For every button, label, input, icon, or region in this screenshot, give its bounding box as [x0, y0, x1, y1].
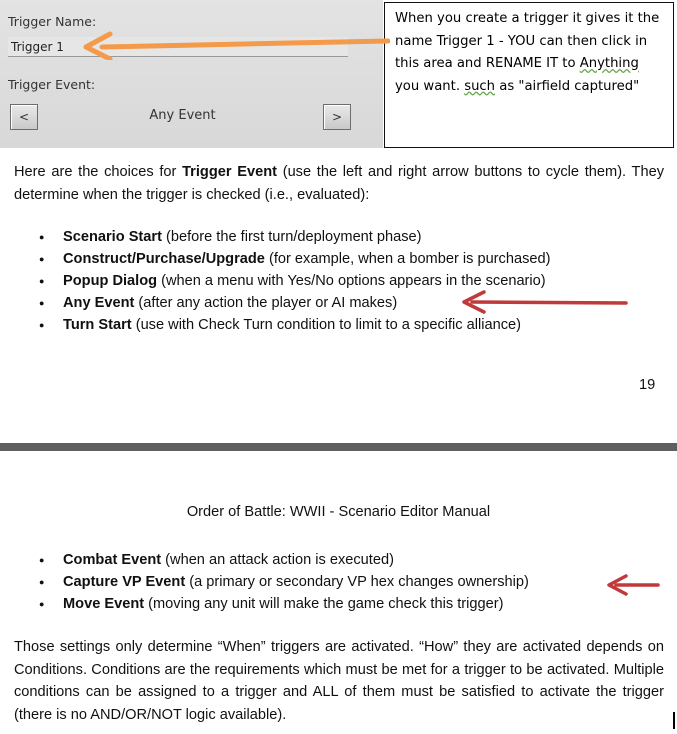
event-name: Any Event [63, 295, 135, 311]
list-item [14, 571, 529, 593]
intro-bold-term: Trigger Event [182, 164, 277, 180]
callout-text: as "airfield captured" [495, 78, 640, 94]
red-arrow-icon [458, 289, 630, 315]
red-arrow-icon [604, 573, 662, 597]
event-desc: (when an attack action is executed) [161, 552, 394, 568]
event-name: Construct/Purchase/Upgrade [63, 251, 265, 267]
event-desc: (before the first turn/deployment phase) [161, 229, 422, 245]
callout-line [395, 76, 667, 99]
event-desc: (moving any unit will make the game check this trigger) [144, 596, 504, 612]
spellcheck-word: Anything [579, 56, 639, 71]
text-cursor [673, 712, 675, 729]
trigger-name-label: Trigger Name: [8, 14, 97, 29]
page-divider [0, 443, 677, 451]
page-number: 19 [639, 377, 656, 393]
list-item [14, 314, 550, 336]
orange-arrow-icon [80, 30, 390, 60]
trigger-event-value: Any Event [149, 108, 216, 123]
callout-line: name Trigger 1 - YOU can then click in [395, 33, 648, 49]
list-item [14, 549, 529, 571]
trigger-event-list [14, 226, 550, 336]
event-desc: (use with Check Turn condition to limit to a specific alliance) [131, 317, 521, 333]
next-event-button[interactable]: > [323, 104, 351, 130]
callout-text: you want. [395, 78, 465, 94]
trigger-event-label: Trigger Event: [8, 77, 96, 92]
event-desc: (after any action the player or AI makes) [134, 295, 398, 311]
spellcheck-word: such [464, 78, 496, 94]
trigger-event-list-continued [14, 549, 529, 615]
event-name: Capture VP Event [63, 574, 186, 590]
callout-line: When you create a trigger it gives it the [395, 11, 660, 26]
list-item [14, 226, 550, 248]
conditions-paragraph: Those settings only determine “When” triggers are activated. “How” they are activated depends on Conditions. Conditions are the requirements which must be met for a trigger to be activated. Multiple conditions can be assigned to a trigger and ALL of them must be satisfied to activate the trigger (there is no AND/OR/NOT logic available). [14, 639, 664, 723]
event-name: Combat Event [63, 552, 162, 568]
event-name: Popup Dialog [63, 273, 158, 289]
event-name: Scenario Start [63, 229, 162, 245]
intro-text: (use the left and right arrow buttons to cycle them). They determine when the trigger is checked (i.e., evaluated): [14, 164, 664, 203]
list-item [14, 593, 529, 615]
page-header-title: Order of Battle: WWII - Scenario Editor Manual [186, 504, 491, 520]
callout-text: this area and RENAME IT to [395, 56, 580, 71]
intro-paragraph [14, 161, 664, 206]
event-desc: (for example, when a bomber is purchased) [264, 251, 551, 267]
trigger-editor-panel [0, 0, 383, 148]
prev-event-button[interactable]: < [10, 104, 38, 130]
event-desc: (when a menu with Yes/No options appears in the scenario) [157, 273, 546, 289]
intro-text: Here are the choices for [14, 164, 183, 180]
annotation-callout [384, 2, 674, 148]
event-desc: (a primary or secondary VP hex changes ownership) [185, 574, 529, 590]
trigger-name-input[interactable]: Trigger 1 [8, 37, 348, 57]
list-item [14, 248, 550, 270]
callout-line [395, 53, 667, 76]
event-name: Turn Start [63, 317, 132, 333]
event-name: Move Event [63, 596, 145, 612]
